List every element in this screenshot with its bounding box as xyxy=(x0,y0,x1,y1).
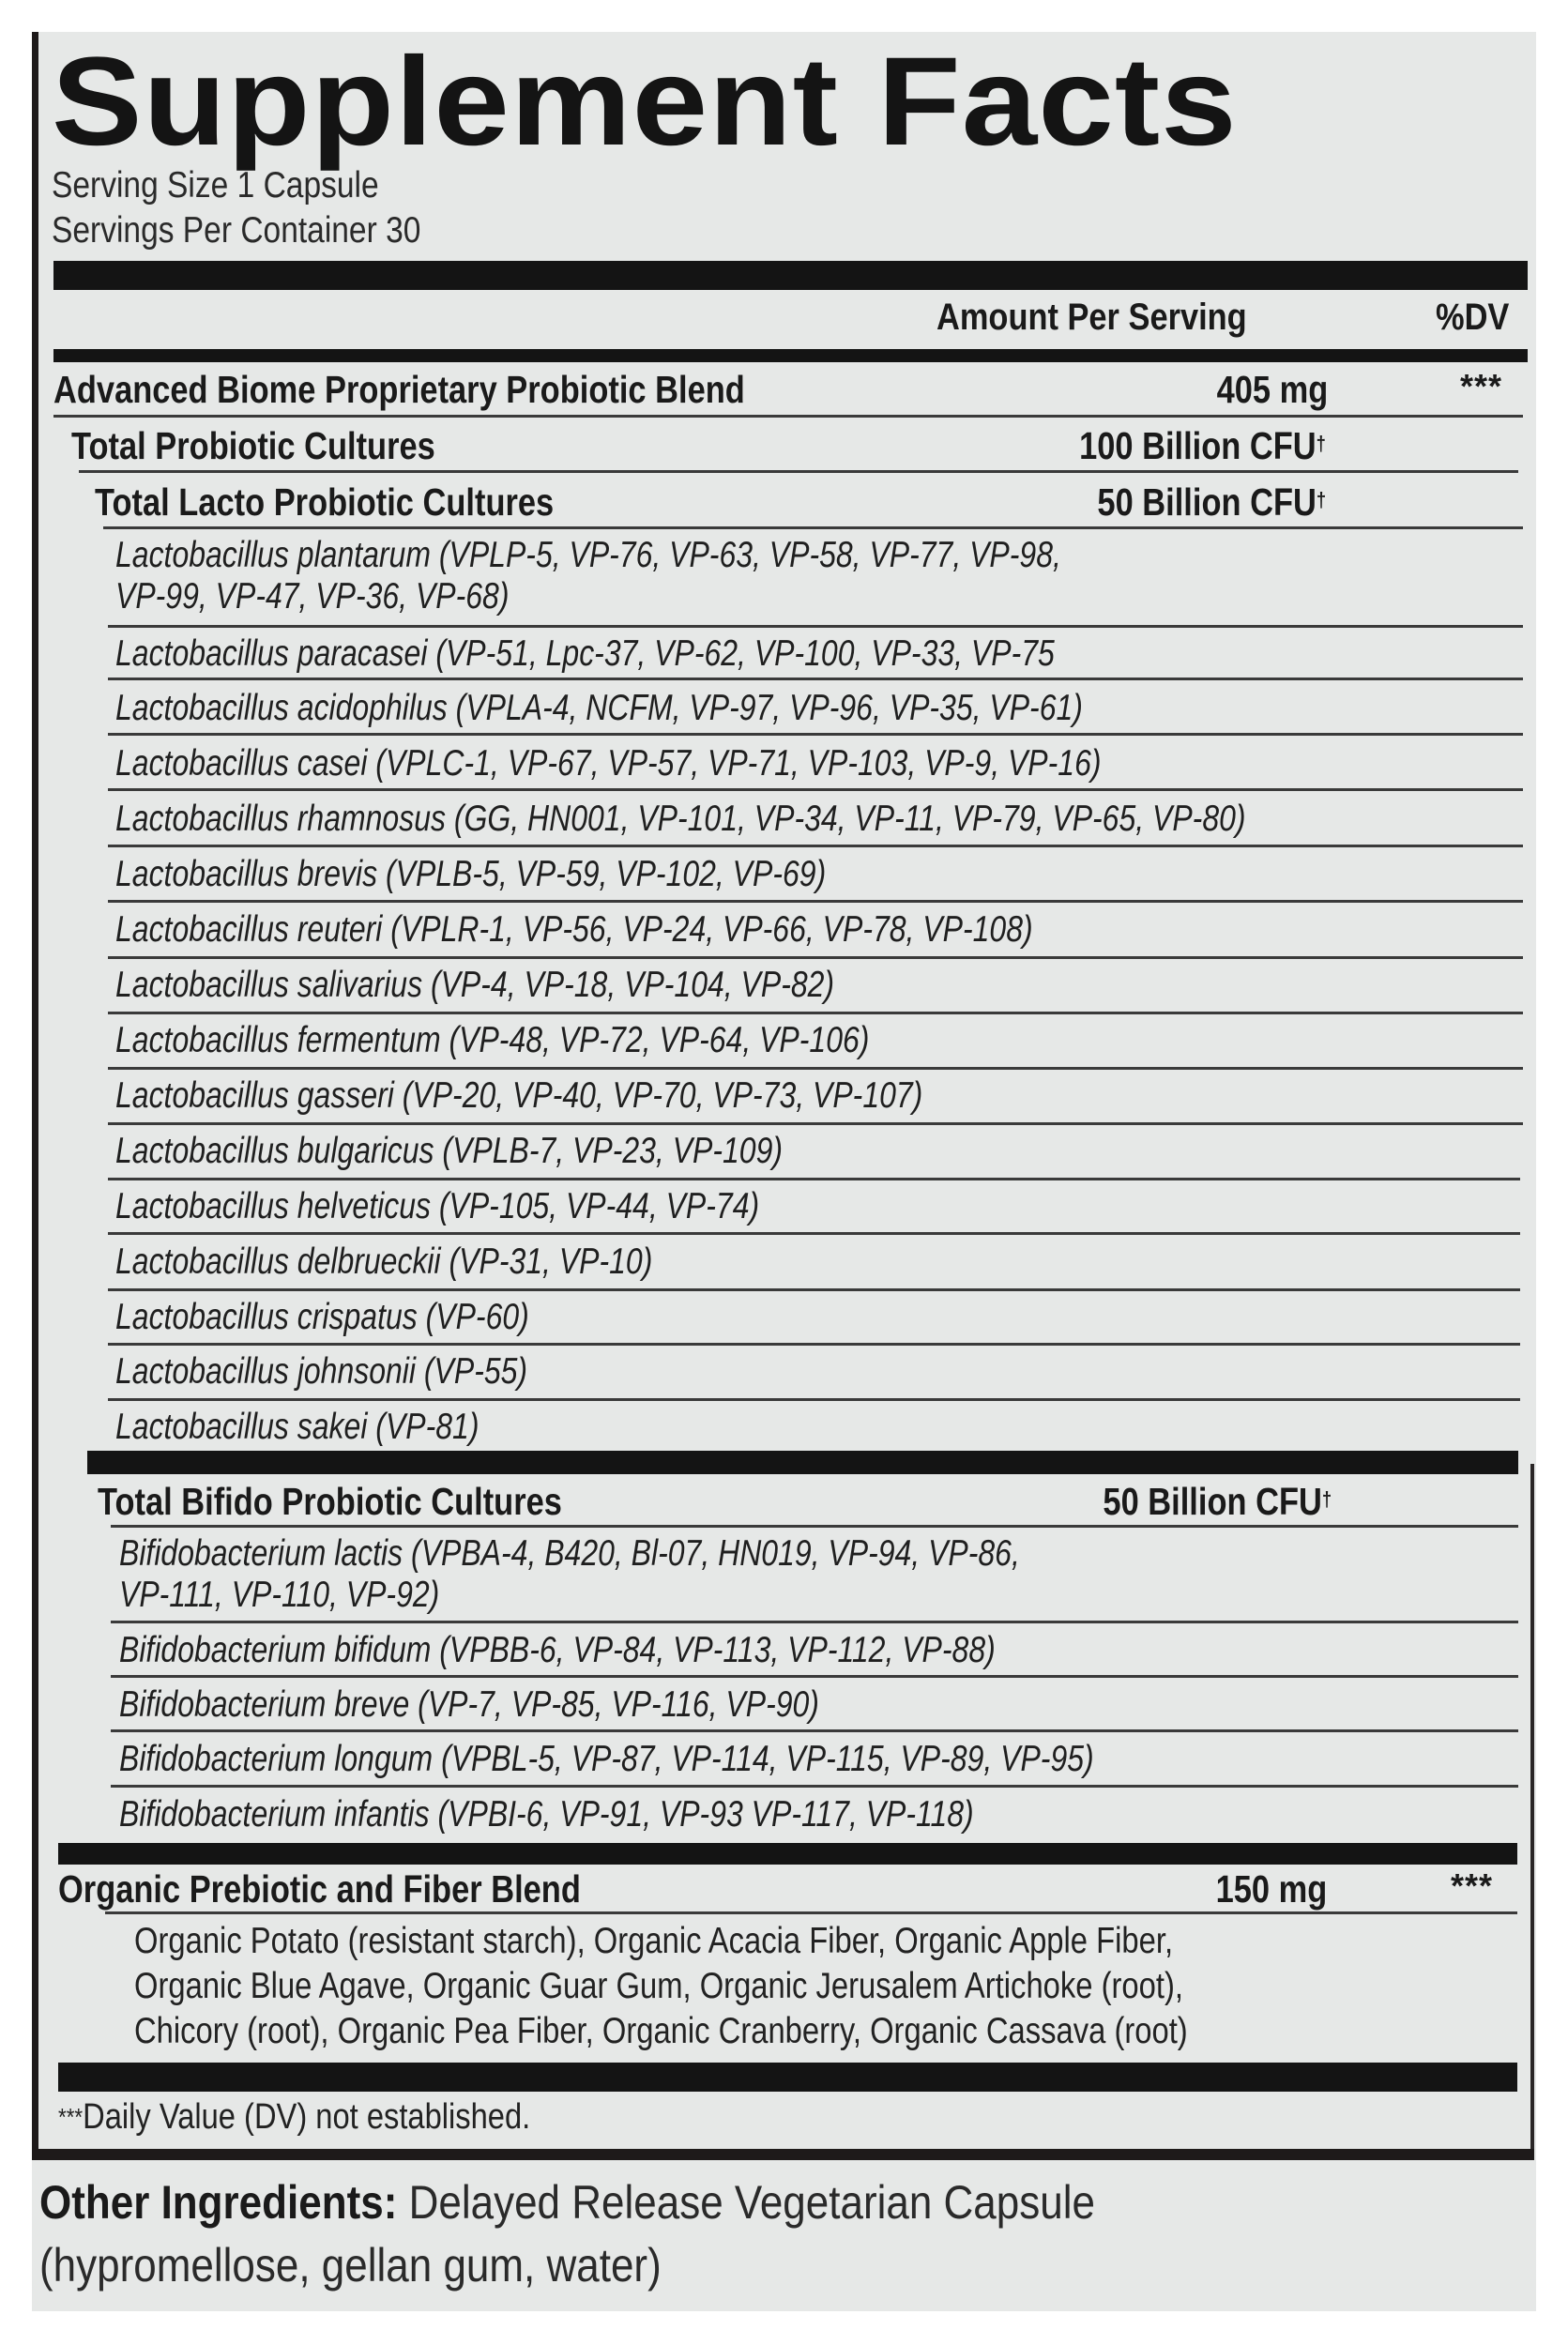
strain-item: Lactobacillus johnsonii (VP-55) xyxy=(115,1351,528,1392)
strain-item-cont: VP-99, VP-47, VP-36, VP-68) xyxy=(115,576,510,617)
prebiotic-ingredients-line: Chicory (root), Organic Pea Fiber, Organic Cranberry, Organic Cassava (root) xyxy=(134,2011,1188,2051)
strain-item-cont: VP-111, VP-110, VP-92) xyxy=(119,1575,440,1615)
proprietary-blend-amount: 405 mg xyxy=(1216,368,1328,411)
strain-item: Lactobacillus helveticus (VP-105, VP-44, VP-74) xyxy=(115,1186,760,1226)
dv-footnote: ***Daily Value (DV) not established. xyxy=(58,2097,531,2137)
row-divider xyxy=(111,1675,1518,1678)
row-divider xyxy=(111,1785,1518,1788)
strain-item: Bifidobacterium breve (VP-7, VP-85, VP-116, VP-90) xyxy=(119,1684,819,1725)
prebiotic-ingredients-line: Organic Blue Agave, Organic Guar Gum, Organic Jerusalem Artichoke (root), xyxy=(134,1966,1183,2006)
prebiotic-blend-name: Organic Prebiotic and Fiber Blend xyxy=(58,1867,581,1911)
box-border-left xyxy=(32,32,38,2160)
amount-per-serving-header: Amount Per Serving xyxy=(936,297,1247,338)
strain-item: Lactobacillus fermentum (VP-48, VP-72, VP-64, VP-106) xyxy=(115,1020,870,1060)
prebiotic-blend-dv: *** xyxy=(1451,1866,1494,1905)
row-divider xyxy=(108,678,1523,680)
prebiotic-ingredients-line: Organic Potato (resistant starch), Organic Acacia Fiber, Organic Apple Fiber, xyxy=(134,1921,1174,1961)
row-divider xyxy=(79,470,1518,473)
box-border-right xyxy=(1530,1464,1534,2160)
row-divider xyxy=(105,1911,1517,1914)
row-divider xyxy=(53,415,1523,418)
dv-header: %DV xyxy=(1436,297,1510,338)
strain-item: Lactobacillus salivarius (VP-4, VP-18, VP-104, VP-82) xyxy=(115,965,835,1005)
strain-item: Lactobacillus plantarum (VPLP-5, VP-76, VP-63, VP-58, VP-77, VP-98, xyxy=(115,535,1061,575)
strain-item: Lactobacillus rhamnosus (GG, HN001, VP-101, VP-34, VP-11, VP-79, VP-65, VP-80) xyxy=(115,799,1246,839)
strain-item: Lactobacillus paracasei (VP-51, Lpc-37, VP-62, VP-100, VP-33, VP-75 xyxy=(115,633,1055,674)
row-divider xyxy=(108,956,1523,959)
strain-item: Bifidobacterium infantis (VPBI-6, VP-91, VP-93 VP-117, VP-118) xyxy=(119,1794,974,1835)
total-probiotic-amount: 100 Billion CFU† xyxy=(1079,424,1326,467)
total-lacto-amount: 50 Billion CFU† xyxy=(1097,480,1326,524)
prebiotic-blend-amount: 150 mg xyxy=(1215,1867,1327,1911)
medium-divider xyxy=(53,349,1528,362)
total-bifido-amount: 50 Billion CFU† xyxy=(1103,1480,1332,1523)
strain-item: Lactobacillus gasseri (VP-20, VP-40, VP-70, VP-73, VP-107) xyxy=(115,1075,923,1116)
box-border-bottom xyxy=(32,2149,1534,2160)
strain-item: Bifidobacterium longum (VPBL-5, VP-87, VP-114, VP-115, VP-89, VP-95) xyxy=(119,1739,1094,1779)
row-divider xyxy=(108,1067,1523,1070)
proprietary-blend-name: Advanced Biome Proprietary Probiotic Blend xyxy=(53,368,745,411)
serving-size: Serving Size 1 Capsule xyxy=(52,165,379,206)
strain-item: Lactobacillus delbrueckii (VP-31, VP-10) xyxy=(115,1241,653,1282)
row-divider xyxy=(108,733,1523,736)
strain-item: Lactobacillus brevis (VPLB-5, VP-59, VP-102, VP-69) xyxy=(115,854,827,894)
strain-item: Lactobacillus crispatus (VP-60) xyxy=(115,1297,529,1337)
row-divider xyxy=(108,1232,1520,1235)
row-divider xyxy=(111,1525,1518,1528)
other-ingredients-cont: (hypromellose, gellan gum, water) xyxy=(39,2239,662,2292)
servings-per-container: Servings Per Container 30 xyxy=(52,210,421,251)
proprietary-blend-dv: *** xyxy=(1460,367,1503,405)
strain-item: Lactobacillus casei (VPLC-1, VP-67, VP-57, VP-71, VP-103, VP-9, VP-16) xyxy=(115,743,1102,784)
total-bifido-name: Total Bifido Probiotic Cultures xyxy=(98,1480,562,1523)
thick-divider xyxy=(87,1451,1518,1474)
strain-item: Bifidobacterium lactis (VPBA-4, B420, Bl-07, HN019, VP-94, VP-86, xyxy=(119,1533,1020,1574)
thick-divider xyxy=(58,1843,1517,1865)
other-ingredients: Other Ingredients: Delayed Release Vegetarian Capsule xyxy=(39,2176,1095,2229)
row-divider xyxy=(108,1012,1523,1014)
strain-item: Lactobacillus reuteri (VPLR-1, VP-56, VP-24, VP-66, VP-78, VP-108) xyxy=(115,909,1033,950)
strain-item: Lactobacillus acidophilus (VPLA-4, NCFM, VP-97, VP-96, VP-35, VP-61) xyxy=(115,688,1083,728)
row-divider xyxy=(108,900,1523,903)
total-lacto-name: Total Lacto Probiotic Cultures xyxy=(95,480,555,524)
strain-item: Bifidobacterium bifidum (VPBB-6, VP-84, VP-113, VP-112, VP-88) xyxy=(119,1630,996,1670)
thick-divider xyxy=(53,261,1528,290)
thick-divider xyxy=(58,2063,1517,2092)
strain-item: Lactobacillus bulgaricus (VPLB-7, VP-23, VP-109) xyxy=(115,1131,784,1171)
row-divider xyxy=(108,1398,1520,1401)
row-divider xyxy=(108,1178,1520,1180)
row-divider xyxy=(108,1288,1520,1291)
row-divider xyxy=(108,788,1523,791)
page-title: Supplement Facts xyxy=(52,32,1238,172)
row-divider xyxy=(108,625,1523,628)
row-divider xyxy=(108,1122,1523,1125)
row-divider xyxy=(111,1621,1518,1623)
total-probiotic-name: Total Probiotic Cultures xyxy=(71,424,435,467)
strain-item: Lactobacillus sakei (VP-81) xyxy=(115,1407,480,1447)
row-divider xyxy=(111,1729,1518,1732)
row-divider xyxy=(103,526,1523,529)
row-divider xyxy=(108,1343,1520,1346)
row-divider xyxy=(108,845,1523,847)
